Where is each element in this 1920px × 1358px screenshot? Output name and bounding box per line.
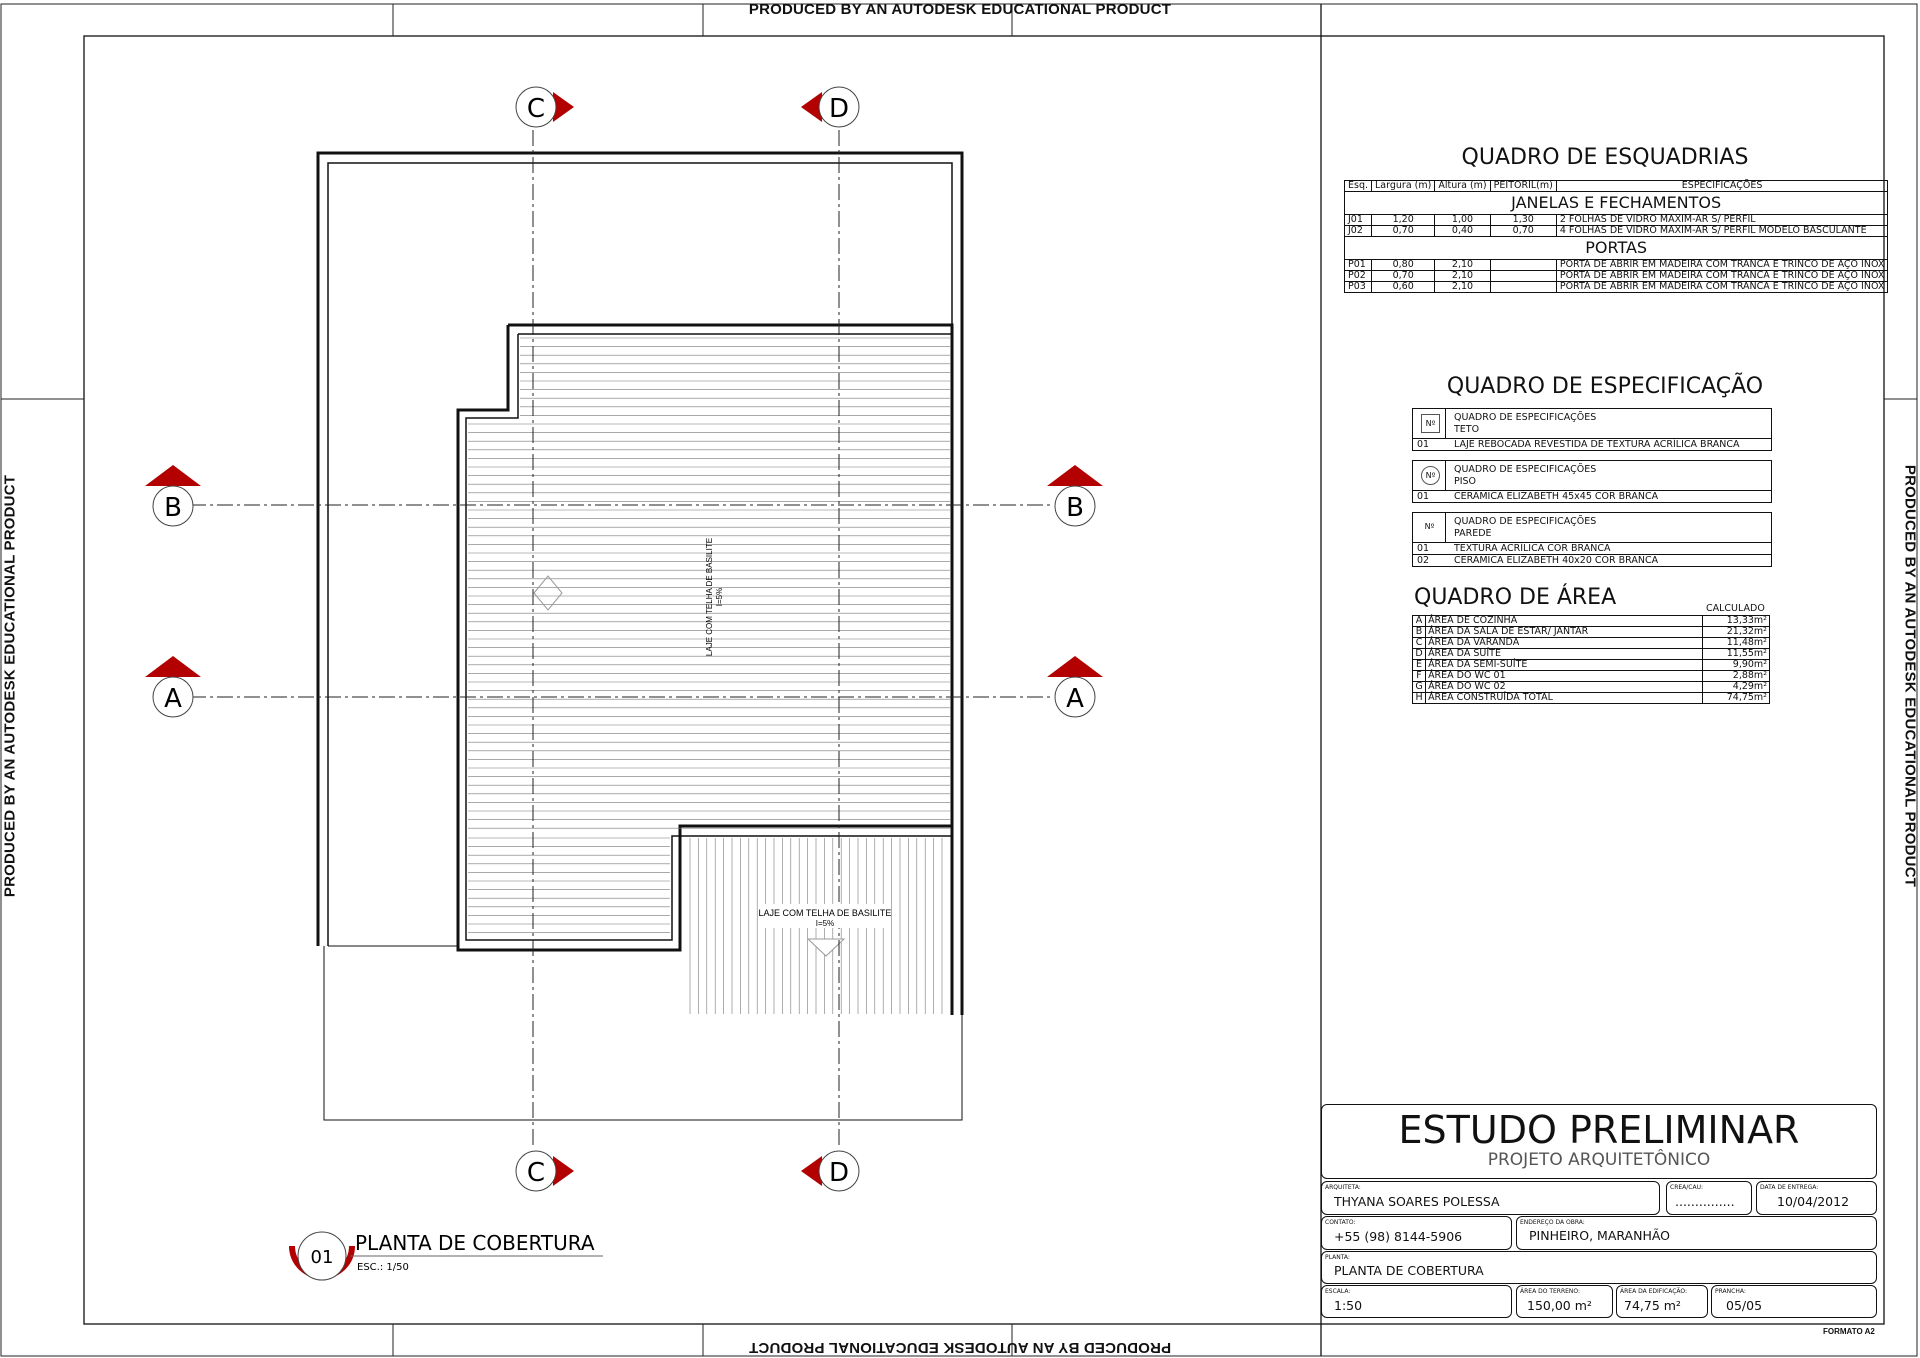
table-cell: PORTA DE ABRIR EM MADEIRA COM TRANCA E TRINCO DE AÇO INOX bbox=[1556, 271, 1888, 282]
table-cell: 0,80 bbox=[1372, 260, 1435, 271]
area-cell: E bbox=[1413, 660, 1426, 671]
table-cell: 1,00 bbox=[1435, 215, 1490, 226]
spec-row-number: 02 bbox=[1417, 555, 1430, 566]
table-cell: 2,10 bbox=[1435, 260, 1490, 271]
view-scale: ESC.: 1/50 bbox=[357, 1262, 409, 1273]
area-row bbox=[1413, 616, 1770, 627]
area-cell: B bbox=[1413, 627, 1426, 638]
terrain-label: ÁREA DO TERRENO: bbox=[1520, 1288, 1581, 1295]
area-row bbox=[1413, 682, 1770, 693]
spec-header: QUADRO DE ESPECIFICAÇÕES bbox=[1454, 516, 1597, 527]
slope-arrow-upper bbox=[534, 576, 562, 610]
spec-subheader: PISO bbox=[1454, 476, 1477, 487]
plan-label: PLANTA: bbox=[1325, 1254, 1350, 1261]
table-cell: 4 FOLHAS DE VIDRO MAXIM-AR S/ PERFIL MODELO BASCULANTE bbox=[1556, 226, 1888, 237]
roof-note-lower-line2: I=5% bbox=[815, 919, 835, 928]
area-title: QUADRO DE ÁREA bbox=[1414, 585, 1617, 610]
crea-label: CREA/CAU: bbox=[1670, 1184, 1703, 1191]
area-cell: ÁREA DO WC 02 bbox=[1426, 682, 1703, 693]
spec-row-text: CERÂMICA ELIZABETH 45x45 COR BRANCA bbox=[1454, 491, 1659, 502]
table-cell bbox=[1490, 282, 1556, 293]
area-cell: ÁREA DA VARANDA bbox=[1426, 638, 1703, 649]
plan-value: PLANTA DE COBERTURA bbox=[1334, 1263, 1484, 1278]
table-row bbox=[1345, 226, 1888, 237]
table-cell: ESPECIFICAÇÕES bbox=[1556, 181, 1888, 192]
svg-text:B: B bbox=[164, 493, 182, 523]
svg-text:C: C bbox=[526, 94, 546, 124]
spec-row-number: 01 bbox=[1417, 491, 1430, 502]
area-col-header: CALCULADO bbox=[1706, 603, 1765, 614]
watermark-bottom: PRODUCED BY AN AUTODESK EDUCATIONAL PRODUCT bbox=[748, 1339, 1172, 1356]
architect-value: THYANA SOARES POLESSA bbox=[1334, 1194, 1500, 1209]
svg-text:LAJE COM TELHA DE BASILITE: LAJE COM TELHA DE BASILITE bbox=[705, 537, 714, 657]
spec-subheader: PAREDE bbox=[1454, 528, 1492, 539]
scale-value: 1:50 bbox=[1334, 1298, 1363, 1313]
area-cell: 4,29m² bbox=[1702, 682, 1769, 693]
svg-text:C: C bbox=[526, 1158, 546, 1188]
roof-plan bbox=[318, 153, 962, 1120]
spec-row-text: LAJE REBOCADA REVESTIDA DE TEXTURA ACRÍLICA BRANCA bbox=[1454, 439, 1740, 450]
table-cell: 0,70 bbox=[1490, 226, 1556, 237]
svg-text:A: A bbox=[1066, 684, 1084, 714]
area-cell: C bbox=[1413, 638, 1426, 649]
esquadrias-table bbox=[1344, 180, 1888, 293]
area-cell: ÁREA DE COZINHA bbox=[1426, 616, 1703, 627]
spec-row-text: CERÂMICA ELIZABETH 40x20 COR BRANCA bbox=[1454, 555, 1659, 566]
table-row bbox=[1345, 181, 1888, 192]
table-cell: 1,30 bbox=[1490, 215, 1556, 226]
table-cell: P02 bbox=[1345, 271, 1372, 282]
sheet-box bbox=[1711, 1285, 1877, 1318]
table-row bbox=[1345, 282, 1888, 293]
area-cell: A bbox=[1413, 616, 1426, 627]
roof-note-lower-line1: LAJE COM TELHA DE BASILITE bbox=[758, 908, 892, 918]
axis-marker-c-bottom bbox=[516, 1151, 574, 1191]
building-box bbox=[1616, 1285, 1708, 1318]
svg-text:01: 01 bbox=[310, 1247, 334, 1268]
svg-text:D: D bbox=[828, 94, 850, 124]
table-cell: 1,20 bbox=[1372, 215, 1435, 226]
area-cell: 74,75m² bbox=[1702, 693, 1769, 704]
plan-box bbox=[1321, 1251, 1877, 1284]
watermark-right: PRODUCED BY AN AUTODESK EDUCATIONAL PRODUCT bbox=[1901, 464, 1919, 888]
spec-no-icon: Nº bbox=[1413, 409, 1446, 439]
table-row bbox=[1345, 215, 1888, 226]
svg-text:I=5%: I=5% bbox=[715, 587, 724, 607]
sheet-value: 05/05 bbox=[1726, 1298, 1763, 1313]
table-cell: 0,70 bbox=[1372, 226, 1435, 237]
date-value: 10/04/2012 bbox=[1777, 1194, 1850, 1209]
spec-row-text: TEXTURA ACRÍLICA COR BRANCA bbox=[1454, 543, 1611, 554]
table-cell: J02 bbox=[1345, 226, 1372, 237]
esquadrias-title: QUADRO DE ESQUADRIAS bbox=[1461, 145, 1749, 170]
table-cell bbox=[1490, 271, 1556, 282]
table-cell: PEITORIL(m) bbox=[1490, 181, 1556, 192]
area-row bbox=[1413, 627, 1770, 638]
svg-text:D: D bbox=[828, 1158, 850, 1188]
area-table bbox=[1412, 615, 1770, 704]
spec-row-number: 01 bbox=[1417, 439, 1430, 450]
area-cell: G bbox=[1413, 682, 1426, 693]
area-cell: ÁREA CONSTRUÍDA TOTAL bbox=[1426, 693, 1703, 704]
table-cell: PORTA DE ABRIR EM MADEIRA COM TRANCA E TRINCO DE AÇO INOX bbox=[1556, 282, 1888, 293]
area-cell: 21,32m² bbox=[1702, 627, 1769, 638]
spec-group bbox=[1412, 512, 1772, 567]
date-label: DATA DE ENTREGA: bbox=[1760, 1184, 1819, 1191]
axis-marker-c-top bbox=[516, 87, 574, 127]
especificacao-title: QUADRO DE ESPECIFICAÇÃO bbox=[1446, 374, 1764, 399]
contact-value: +55 (98) 8144-5906 bbox=[1334, 1229, 1463, 1244]
area-cell: 11,55m² bbox=[1702, 649, 1769, 660]
roof-note-upper bbox=[705, 538, 724, 656]
table-cell: 0,70 bbox=[1372, 271, 1435, 282]
terrain-box bbox=[1516, 1285, 1613, 1318]
area-row bbox=[1413, 638, 1770, 649]
table-cell: 0,60 bbox=[1372, 282, 1435, 293]
axis-marker-a-left bbox=[145, 656, 201, 717]
view-title: PLANTA DE COBERTURA bbox=[355, 1231, 595, 1255]
address-box bbox=[1516, 1216, 1877, 1250]
title-main-box bbox=[1321, 1104, 1877, 1179]
table-cell: P03 bbox=[1345, 282, 1372, 293]
area-cell: 9,90m² bbox=[1702, 660, 1769, 671]
svg-text:A: A bbox=[164, 684, 182, 714]
axis-marker-b-right bbox=[1047, 465, 1103, 526]
spec-subheader: TETO bbox=[1454, 424, 1480, 435]
watermark-left: PRODUCED BY AN AUTODESK EDUCATIONAL PRODUCT bbox=[1, 474, 19, 898]
area-cell: 11,48m² bbox=[1702, 638, 1769, 649]
area-cell: H bbox=[1413, 693, 1426, 704]
table-row bbox=[1345, 271, 1888, 282]
area-cell: ÁREA DA SUÍTE bbox=[1426, 649, 1703, 660]
table-section-row bbox=[1345, 192, 1888, 215]
crea-box bbox=[1666, 1181, 1752, 1215]
axis-marker-d-bottom bbox=[801, 1151, 859, 1191]
axis-marker-d-top bbox=[801, 87, 859, 127]
contact-label: CONTATO: bbox=[1325, 1219, 1356, 1226]
spec-header: QUADRO DE ESPECIFICAÇÕES bbox=[1454, 464, 1597, 475]
area-cell: 13,33m² bbox=[1702, 616, 1769, 627]
area-cell: ÁREA DO WC 01 bbox=[1426, 671, 1703, 682]
table-section-title: PORTAS bbox=[1345, 237, 1888, 260]
area-cell: D bbox=[1413, 649, 1426, 660]
table-row bbox=[1345, 260, 1888, 271]
spec-group bbox=[1412, 408, 1772, 451]
area-cell: ÁREA DA SALA DE ESTAR/ JANTAR bbox=[1426, 627, 1703, 638]
table-section-row bbox=[1345, 237, 1888, 260]
spec-header: QUADRO DE ESPECIFICAÇÕES bbox=[1454, 412, 1597, 423]
format-label: FORMATO A2 bbox=[1823, 1327, 1875, 1336]
table-cell: 0,40 bbox=[1435, 226, 1490, 237]
table-cell: P01 bbox=[1345, 260, 1372, 271]
area-row bbox=[1413, 649, 1770, 660]
plan-outline-outer bbox=[318, 153, 962, 1015]
scale-box bbox=[1321, 1285, 1512, 1318]
table-cell: Esq. bbox=[1345, 181, 1372, 192]
building-value: 74,75 m² bbox=[1624, 1298, 1681, 1313]
address-label: ENDEREÇO DA OBRA: bbox=[1520, 1219, 1585, 1226]
axis-marker-b-left bbox=[145, 465, 201, 526]
area-cell: F bbox=[1413, 671, 1426, 682]
address-value: PINHEIRO, MARANHÃO bbox=[1529, 1228, 1671, 1243]
table-section-title: JANELAS E FECHAMENTOS bbox=[1345, 192, 1888, 215]
spec-no-icon: Nº bbox=[1413, 513, 1446, 543]
architect-label: ARQUITETA: bbox=[1325, 1184, 1361, 1191]
table-cell: J01 bbox=[1345, 215, 1372, 226]
terrain-value: 150,00 m² bbox=[1527, 1298, 1592, 1313]
date-box bbox=[1756, 1181, 1877, 1215]
sheet-label: PRANCHA: bbox=[1715, 1288, 1746, 1295]
area-row bbox=[1413, 671, 1770, 682]
spec-no-icon: Nº bbox=[1413, 461, 1446, 491]
area-row bbox=[1413, 693, 1770, 704]
architect-box bbox=[1321, 1181, 1660, 1215]
watermark-top: PRODUCED BY AN AUTODESK EDUCATIONAL PRODUCT bbox=[748, 1, 1172, 18]
title-block-subtitle: PROJETO ARQUITETÔNICO bbox=[1487, 1150, 1711, 1170]
building-label: ÁREA DA EDIFICAÇÃO: bbox=[1620, 1288, 1688, 1295]
spec-row-number: 01 bbox=[1417, 543, 1430, 554]
area-row bbox=[1413, 660, 1770, 671]
contact-box bbox=[1321, 1216, 1512, 1250]
crea-value: ............... bbox=[1675, 1194, 1735, 1209]
table-cell: Altura (m) bbox=[1435, 181, 1490, 192]
table-cell: Largura (m) bbox=[1372, 181, 1435, 192]
table-cell: 2 FOLHAS DE VIDRO MAXIM-AR S/ PERFIL bbox=[1556, 215, 1888, 226]
svg-text:B: B bbox=[1066, 493, 1084, 523]
area-cell: 2,88m² bbox=[1702, 671, 1769, 682]
title-block-title: ESTUDO PRELIMINAR bbox=[1398, 1108, 1800, 1152]
area-cell: ÁREA DA SEMI-SUÍTE bbox=[1426, 660, 1703, 671]
table-cell: 2,10 bbox=[1435, 271, 1490, 282]
axis-marker-a-right bbox=[1047, 656, 1103, 717]
table-cell: 2,10 bbox=[1435, 282, 1490, 293]
table-cell bbox=[1490, 260, 1556, 271]
table-cell: PORTA DE ABRIR EM MADEIRA COM TRANCA E TRINCO DE AÇO INOX bbox=[1556, 260, 1888, 271]
spec-group bbox=[1412, 460, 1772, 503]
plan-outline-inner bbox=[328, 163, 952, 946]
scale-label: ESCALA: bbox=[1325, 1288, 1351, 1295]
